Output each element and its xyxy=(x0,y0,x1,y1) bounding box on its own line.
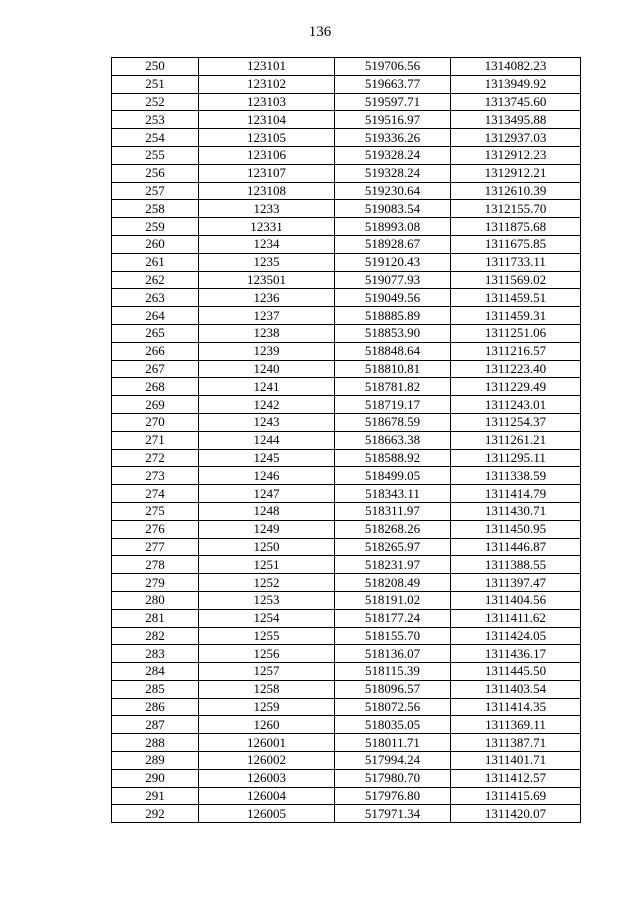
point-id-cell: 1243 xyxy=(199,413,335,431)
row-index-cell: 270 xyxy=(112,413,199,431)
row-index-cell: 272 xyxy=(112,449,199,467)
point-id-cell: 123108 xyxy=(199,182,335,200)
row-index-cell: 260 xyxy=(112,235,199,253)
point-id-cell: 126001 xyxy=(199,734,335,752)
row-index-cell: 278 xyxy=(112,556,199,574)
x-coordinate-cell: 518343.11 xyxy=(335,485,451,503)
x-coordinate-cell: 519049.56 xyxy=(335,289,451,307)
point-id-cell: 123104 xyxy=(199,111,335,129)
row-index-cell: 291 xyxy=(112,787,199,805)
x-coordinate-cell: 518096.57 xyxy=(335,680,451,698)
y-coordinate-cell: 1311569.02 xyxy=(451,271,581,289)
row-index-cell: 273 xyxy=(112,467,199,485)
x-coordinate-cell: 519516.97 xyxy=(335,111,451,129)
y-coordinate-cell: 1313495.88 xyxy=(451,111,581,129)
y-coordinate-cell: 1311403.54 xyxy=(451,680,581,698)
x-coordinate-cell: 517971.34 xyxy=(335,805,451,823)
x-coordinate-cell: 517980.70 xyxy=(335,769,451,787)
x-coordinate-cell: 518231.97 xyxy=(335,556,451,574)
y-coordinate-cell: 1311261.21 xyxy=(451,431,581,449)
row-index-cell: 257 xyxy=(112,182,199,200)
point-id-cell: 1236 xyxy=(199,289,335,307)
y-coordinate-cell: 1311412.57 xyxy=(451,769,581,787)
table-row xyxy=(112,253,581,271)
table-row xyxy=(112,289,581,307)
table-row xyxy=(112,378,581,396)
point-id-cell: 1255 xyxy=(199,627,335,645)
y-coordinate-cell: 1312155.70 xyxy=(451,200,581,218)
row-index-cell: 253 xyxy=(112,111,199,129)
row-index-cell: 251 xyxy=(112,75,199,93)
row-index-cell: 274 xyxy=(112,485,199,503)
table-row xyxy=(112,574,581,592)
point-id-cell: 123102 xyxy=(199,75,335,93)
row-index-cell: 266 xyxy=(112,342,199,360)
row-index-cell: 286 xyxy=(112,698,199,716)
table-row xyxy=(112,218,581,236)
table-row xyxy=(112,342,581,360)
x-coordinate-cell: 518155.70 xyxy=(335,627,451,645)
point-id-cell: 1234 xyxy=(199,235,335,253)
row-index-cell: 258 xyxy=(112,200,199,218)
y-coordinate-cell: 1311338.59 xyxy=(451,467,581,485)
y-coordinate-cell: 1312610.39 xyxy=(451,182,581,200)
point-id-cell: 126004 xyxy=(199,787,335,805)
table-row xyxy=(112,164,581,182)
x-coordinate-cell: 519077.93 xyxy=(335,271,451,289)
table-row xyxy=(112,805,581,823)
y-coordinate-cell: 1311459.51 xyxy=(451,289,581,307)
x-coordinate-cell: 518136.07 xyxy=(335,645,451,663)
point-id-cell: 1254 xyxy=(199,609,335,627)
row-index-cell: 271 xyxy=(112,431,199,449)
x-coordinate-cell: 518268.26 xyxy=(335,520,451,538)
coordinates-table xyxy=(111,57,581,823)
point-id-cell: 123107 xyxy=(199,164,335,182)
y-coordinate-cell: 1311254.37 xyxy=(451,413,581,431)
table-row xyxy=(112,182,581,200)
row-index-cell: 279 xyxy=(112,574,199,592)
point-id-cell: 1247 xyxy=(199,485,335,503)
x-coordinate-cell: 519336.26 xyxy=(335,129,451,147)
point-id-cell: 1245 xyxy=(199,449,335,467)
y-coordinate-cell: 1311411.62 xyxy=(451,609,581,627)
y-coordinate-cell: 1311404.56 xyxy=(451,591,581,609)
point-id-cell: 1240 xyxy=(199,360,335,378)
x-coordinate-cell: 517994.24 xyxy=(335,752,451,770)
y-coordinate-cell: 1311446.87 xyxy=(451,538,581,556)
table-row xyxy=(112,663,581,681)
x-coordinate-cell: 518678.59 xyxy=(335,413,451,431)
y-coordinate-cell: 1311388.55 xyxy=(451,556,581,574)
row-index-cell: 268 xyxy=(112,378,199,396)
table-row xyxy=(112,591,581,609)
table-row xyxy=(112,93,581,111)
y-coordinate-cell: 1314082.23 xyxy=(451,58,581,76)
table-row xyxy=(112,396,581,414)
row-index-cell: 288 xyxy=(112,734,199,752)
y-coordinate-cell: 1312912.23 xyxy=(451,146,581,164)
table-row xyxy=(112,645,581,663)
y-coordinate-cell: 1311675.85 xyxy=(451,235,581,253)
point-id-cell: 123105 xyxy=(199,129,335,147)
y-coordinate-cell: 1311223.40 xyxy=(451,360,581,378)
table-row xyxy=(112,307,581,325)
point-id-cell: 12331 xyxy=(199,218,335,236)
row-index-cell: 292 xyxy=(112,805,199,823)
table-row xyxy=(112,716,581,734)
y-coordinate-cell: 1311401.71 xyxy=(451,752,581,770)
y-coordinate-cell: 1311430.71 xyxy=(451,502,581,520)
table-row xyxy=(112,520,581,538)
y-coordinate-cell: 1311243.01 xyxy=(451,396,581,414)
table-row xyxy=(112,502,581,520)
table-row xyxy=(112,360,581,378)
point-id-cell: 126003 xyxy=(199,769,335,787)
y-coordinate-cell: 1311295.11 xyxy=(451,449,581,467)
x-coordinate-cell: 518719.17 xyxy=(335,396,451,414)
row-index-cell: 276 xyxy=(112,520,199,538)
y-coordinate-cell: 1311424.05 xyxy=(451,627,581,645)
table-row xyxy=(112,556,581,574)
x-coordinate-cell: 518191.02 xyxy=(335,591,451,609)
row-index-cell: 250 xyxy=(112,58,199,76)
x-coordinate-cell: 518035.05 xyxy=(335,716,451,734)
row-index-cell: 259 xyxy=(112,218,199,236)
y-coordinate-cell: 1311459.31 xyxy=(451,307,581,325)
table-row xyxy=(112,129,581,147)
x-coordinate-cell: 517976.80 xyxy=(335,787,451,805)
table-row xyxy=(112,752,581,770)
row-index-cell: 269 xyxy=(112,396,199,414)
row-index-cell: 280 xyxy=(112,591,199,609)
row-index-cell: 289 xyxy=(112,752,199,770)
row-index-cell: 285 xyxy=(112,680,199,698)
table-row xyxy=(112,769,581,787)
x-coordinate-cell: 518265.97 xyxy=(335,538,451,556)
point-id-cell: 1259 xyxy=(199,698,335,716)
y-coordinate-cell: 1311387.71 xyxy=(451,734,581,752)
x-coordinate-cell: 519597.71 xyxy=(335,93,451,111)
y-coordinate-cell: 1311414.35 xyxy=(451,698,581,716)
x-coordinate-cell: 519083.54 xyxy=(335,200,451,218)
x-coordinate-cell: 518885.89 xyxy=(335,307,451,325)
x-coordinate-cell: 519230.64 xyxy=(335,182,451,200)
table-row xyxy=(112,538,581,556)
point-id-cell: 1246 xyxy=(199,467,335,485)
y-coordinate-cell: 1312937.03 xyxy=(451,129,581,147)
table-row xyxy=(112,111,581,129)
row-index-cell: 262 xyxy=(112,271,199,289)
table-row xyxy=(112,271,581,289)
row-index-cell: 283 xyxy=(112,645,199,663)
x-coordinate-cell: 519706.56 xyxy=(335,58,451,76)
row-index-cell: 254 xyxy=(112,129,199,147)
row-index-cell: 281 xyxy=(112,609,199,627)
x-coordinate-cell: 518848.64 xyxy=(335,342,451,360)
point-id-cell: 1242 xyxy=(199,396,335,414)
y-coordinate-cell: 1311733.11 xyxy=(451,253,581,271)
x-coordinate-cell: 518928.67 xyxy=(335,235,451,253)
point-id-cell: 1258 xyxy=(199,680,335,698)
y-coordinate-cell: 1311229.49 xyxy=(451,378,581,396)
y-coordinate-cell: 1311414.79 xyxy=(451,485,581,503)
point-id-cell: 1257 xyxy=(199,663,335,681)
x-coordinate-cell: 518208.49 xyxy=(335,574,451,592)
table-row xyxy=(112,413,581,431)
table-row xyxy=(112,734,581,752)
x-coordinate-cell: 518499.05 xyxy=(335,467,451,485)
table-row xyxy=(112,627,581,645)
x-coordinate-cell: 518993.08 xyxy=(335,218,451,236)
x-coordinate-cell: 519120.43 xyxy=(335,253,451,271)
y-coordinate-cell: 1311369.11 xyxy=(451,716,581,734)
point-id-cell: 1233 xyxy=(199,200,335,218)
y-coordinate-cell: 1311216.57 xyxy=(451,342,581,360)
x-coordinate-cell: 518115.39 xyxy=(335,663,451,681)
table-row xyxy=(112,449,581,467)
point-id-cell: 123501 xyxy=(199,271,335,289)
row-index-cell: 282 xyxy=(112,627,199,645)
x-coordinate-cell: 518781.82 xyxy=(335,378,451,396)
point-id-cell: 1239 xyxy=(199,342,335,360)
x-coordinate-cell: 519663.77 xyxy=(335,75,451,93)
point-id-cell: 126005 xyxy=(199,805,335,823)
table-row xyxy=(112,680,581,698)
x-coordinate-cell: 518663.38 xyxy=(335,431,451,449)
row-index-cell: 263 xyxy=(112,289,199,307)
table-row xyxy=(112,324,581,342)
point-id-cell: 123103 xyxy=(199,93,335,111)
point-id-cell: 1252 xyxy=(199,574,335,592)
y-coordinate-cell: 1311450.95 xyxy=(451,520,581,538)
row-index-cell: 284 xyxy=(112,663,199,681)
table-row xyxy=(112,698,581,716)
row-index-cell: 255 xyxy=(112,146,199,164)
row-index-cell: 264 xyxy=(112,307,199,325)
point-id-cell: 123101 xyxy=(199,58,335,76)
row-index-cell: 287 xyxy=(112,716,199,734)
page-number: 136 xyxy=(308,24,332,40)
y-coordinate-cell: 1313949.92 xyxy=(451,75,581,93)
row-index-cell: 252 xyxy=(112,93,199,111)
table-row xyxy=(112,431,581,449)
table-row xyxy=(112,235,581,253)
x-coordinate-cell: 518588.92 xyxy=(335,449,451,467)
row-index-cell: 261 xyxy=(112,253,199,271)
x-coordinate-cell: 518011.71 xyxy=(335,734,451,752)
x-coordinate-cell: 518311.97 xyxy=(335,502,451,520)
table-row xyxy=(112,58,581,76)
y-coordinate-cell: 1311445.50 xyxy=(451,663,581,681)
row-index-cell: 290 xyxy=(112,769,199,787)
table-body xyxy=(112,58,581,823)
y-coordinate-cell: 1311420.07 xyxy=(451,805,581,823)
point-id-cell: 1253 xyxy=(199,591,335,609)
y-coordinate-cell: 1311436.17 xyxy=(451,645,581,663)
table-row xyxy=(112,467,581,485)
y-coordinate-cell: 1311875.68 xyxy=(451,218,581,236)
y-coordinate-cell: 1311415.69 xyxy=(451,787,581,805)
table-row xyxy=(112,609,581,627)
point-id-cell: 123106 xyxy=(199,146,335,164)
point-id-cell: 1250 xyxy=(199,538,335,556)
table-row xyxy=(112,200,581,218)
y-coordinate-cell: 1312912.21 xyxy=(451,164,581,182)
point-id-cell: 1244 xyxy=(199,431,335,449)
row-index-cell: 256 xyxy=(112,164,199,182)
y-coordinate-cell: 1311251.06 xyxy=(451,324,581,342)
x-coordinate-cell: 518853.90 xyxy=(335,324,451,342)
row-index-cell: 265 xyxy=(112,324,199,342)
x-coordinate-cell: 518072.56 xyxy=(335,698,451,716)
table-row xyxy=(112,75,581,93)
point-id-cell: 1241 xyxy=(199,378,335,396)
row-index-cell: 267 xyxy=(112,360,199,378)
x-coordinate-cell: 519328.24 xyxy=(335,146,451,164)
y-coordinate-cell: 1313745.60 xyxy=(451,93,581,111)
point-id-cell: 1248 xyxy=(199,502,335,520)
point-id-cell: 1235 xyxy=(199,253,335,271)
table-row xyxy=(112,146,581,164)
row-index-cell: 275 xyxy=(112,502,199,520)
point-id-cell: 1256 xyxy=(199,645,335,663)
point-id-cell: 1251 xyxy=(199,556,335,574)
x-coordinate-cell: 518810.81 xyxy=(335,360,451,378)
point-id-cell: 1260 xyxy=(199,716,335,734)
x-coordinate-cell: 519328.24 xyxy=(335,164,451,182)
point-id-cell: 1249 xyxy=(199,520,335,538)
row-index-cell: 277 xyxy=(112,538,199,556)
table-row xyxy=(112,787,581,805)
point-id-cell: 126002 xyxy=(199,752,335,770)
y-coordinate-cell: 1311397.47 xyxy=(451,574,581,592)
point-id-cell: 1237 xyxy=(199,307,335,325)
point-id-cell: 1238 xyxy=(199,324,335,342)
x-coordinate-cell: 518177.24 xyxy=(335,609,451,627)
table-row xyxy=(112,485,581,503)
